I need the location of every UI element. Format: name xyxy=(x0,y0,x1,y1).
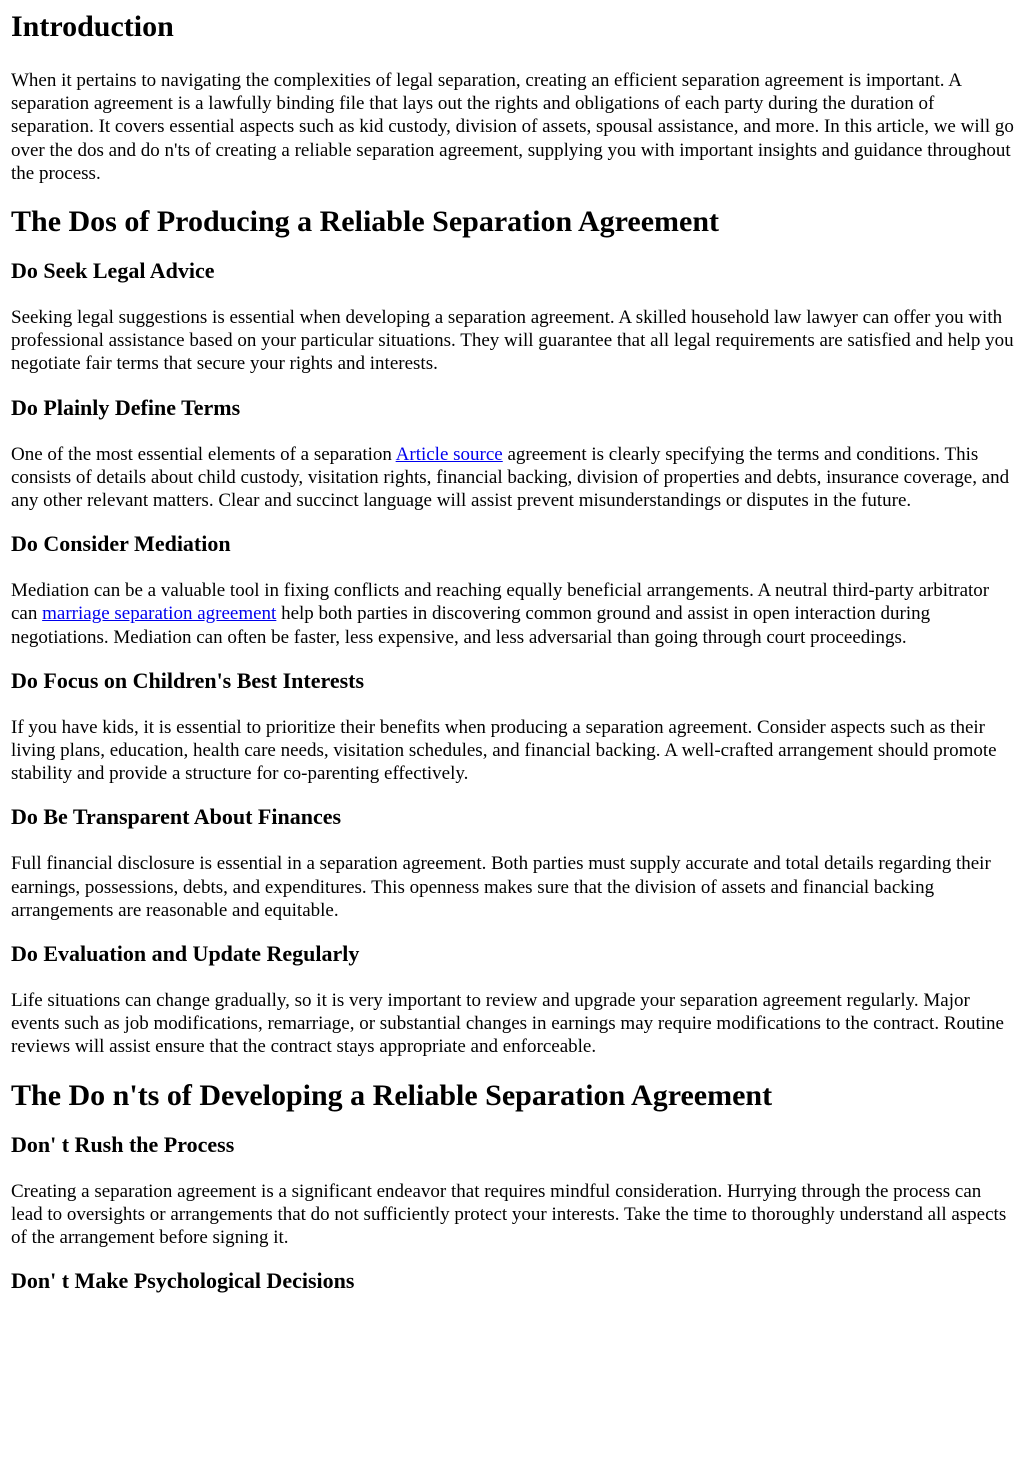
rush-paragraph: Creating a separation agreement is a significant endeavor that requires mindful consideration. Hurrying through the process can lead to oversights or arrangements that do not sufficiently protect your interests. Take the time to thoroughly understand all aspects of the arrangement before signing it. xyxy=(11,1180,1007,1249)
finances-heading: Do Be Transparent About Finances xyxy=(11,804,342,830)
article-source-link[interactable]: Article source xyxy=(395,443,503,465)
mediation-heading: Do Consider Mediation xyxy=(11,531,231,557)
rush-heading: Don' t Rush the Process xyxy=(11,1131,235,1157)
review-heading: Do Evaluation and Update Regularly xyxy=(11,941,360,967)
define-terms-heading: Do Plainly Define Terms xyxy=(11,394,241,420)
marriage-separation-agreement-link[interactable]: marriage separation agreement xyxy=(42,603,277,625)
mediation-text-after: help both parties in discovering common ground and assist in open interaction during negotiations. Mediation can often be faster, less expensive, and less adversarial than going through court proceedings. xyxy=(11,603,931,648)
legal-advice-paragraph: Seeking legal suggestions is essential when developing a separation agreement. A skilled household law lawyer can offer you with professional assistance based on your particular situations. They will guarantee that all legal requirements are satisfied and help you negotiate fair terms that secure your rights and interests. xyxy=(11,307,1014,375)
review-paragraph: Life situations can change gradually, so it is very important to review and upgrade your separation agreement regularly. Major events such as job modifications, remarriage, or substantial changes in earnings may require modifications to the contract. Routine reviews will assist ensure that the contract stays appropriate and enforceable. xyxy=(11,990,1004,1058)
mediation-paragraph xyxy=(11,579,1016,649)
dos-section-heading: The Dos of Producing a Reliable Separation Agreement xyxy=(11,205,720,239)
emotional-decisions-heading: Don' t Make Psychological Decisions xyxy=(11,1268,355,1294)
legal-advice-heading: Do Seek Legal Advice xyxy=(11,258,215,284)
define-terms-text-before: One of the most essential elements of a separation xyxy=(11,443,396,465)
children-paragraph: If you have kids, it is essential to prioritize their benefits when producing a separation agreement. Consider aspects such as their living plans, education, health care needs, visitation schedules, and financial backing. A well-crafted arrangement should promote stability and provide a structure for co-parenting effectively. xyxy=(11,716,997,785)
intro-heading: Introduction xyxy=(11,10,174,43)
children-heading: Do Focus on Children's Best Interests xyxy=(11,667,365,693)
article xyxy=(0,9,1024,1294)
donts-section-heading: The Do n'ts of Developing a Reliable Separation Agreement xyxy=(11,1078,773,1112)
mediation-text-before: Mediation can be a valuable tool in fixing conflicts and reaching equally beneficial arrangements. A neutral third-party arbitrator can xyxy=(11,580,990,625)
define-terms-text-after: agreement is clearly specifying the terms and conditions. This consists of details about child custody, visitation rights, financial backing, division of properties and debts, insurance coverage, and any other relevant matters. Clear and succinct language will assist prevent misunderstandings or disputes in the future. xyxy=(11,443,1010,512)
intro-paragraph: When it pertains to navigating the complexities of legal separation, creating an efficient separation agreement is important. A separation agreement is a lawfully binding file that lays out the rights and obligations of each party during the duration of separation. It covers essential aspects such as kid custody, division of assets, spousal assistance, and more. In this article, we will go over the dos and do n'ts of creating a reliable separation agreement, supplying you with important insights and guidance throughout the process. xyxy=(11,70,1014,184)
finances-paragraph: Full financial disclosure is essential in a separation agreement. Both parties must supply accurate and total details regarding their earnings, possessions, debts, and expenditures. This openness makes sure that the division of assets and financial backing arrangements are reasonable and equitable. xyxy=(11,853,991,921)
define-terms-paragraph xyxy=(11,443,1016,513)
